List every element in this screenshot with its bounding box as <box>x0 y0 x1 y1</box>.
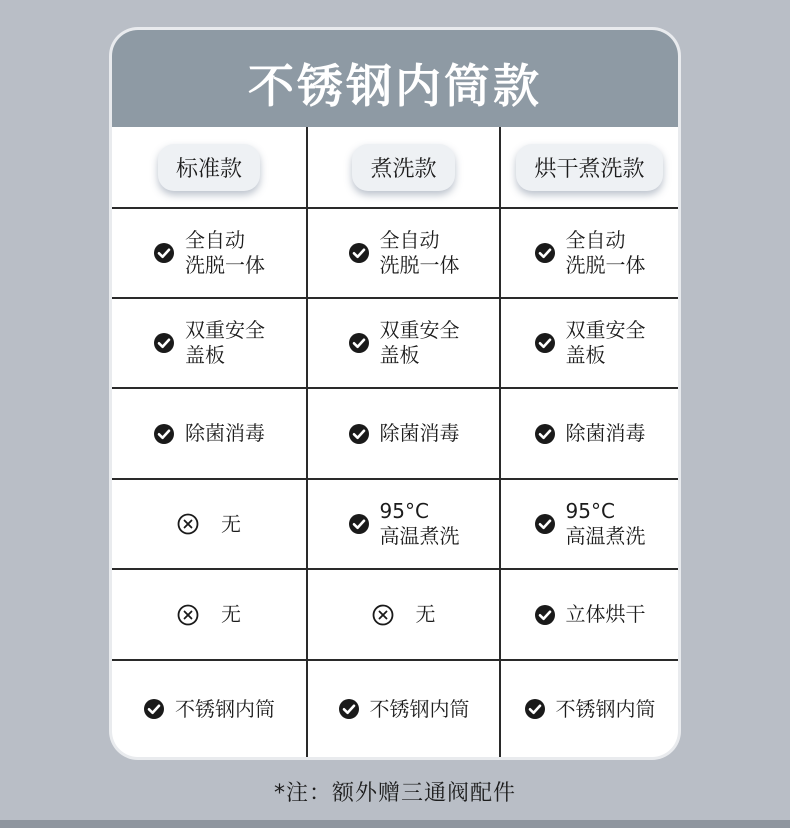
feature-line: 洗脱一体 <box>379 253 460 277</box>
feature-line: 立体烘干 <box>565 602 646 626</box>
feature-item <box>177 512 241 537</box>
feature-item <box>177 602 241 627</box>
feature-text <box>380 228 460 278</box>
check-circle-icon <box>348 242 370 264</box>
feature-line: 盖板 <box>565 343 606 367</box>
feature-cell <box>501 209 678 299</box>
check-circle-icon <box>348 423 370 445</box>
feature-text <box>566 499 646 549</box>
feature-line: 全自动 <box>185 228 245 252</box>
feature-line: 洗脱一体 <box>185 253 265 277</box>
column-header-boil-wash: 煮洗款 <box>352 144 454 191</box>
check-circle-icon <box>534 332 556 354</box>
feature-text <box>380 318 460 368</box>
feature-line: 高温煮洗 <box>565 524 646 548</box>
feature-text <box>566 602 646 627</box>
feature-line: 盖板 <box>379 343 420 367</box>
cross-circle-icon <box>177 513 199 535</box>
feature-item <box>534 499 646 549</box>
feature-item <box>348 421 460 446</box>
feature-cell <box>308 389 501 480</box>
check-circle-icon <box>534 242 556 264</box>
feature-text <box>175 697 275 722</box>
check-circle-icon <box>534 604 556 626</box>
feature-line: 无 <box>221 602 241 626</box>
feature-text <box>566 421 646 446</box>
feature-line: 除菌消毒 <box>565 421 646 445</box>
check-circle-icon <box>348 513 370 535</box>
feature-line: 双重安全 <box>565 318 646 342</box>
feature-line: 不锈钢内筒 <box>175 696 275 721</box>
feature-item <box>143 697 275 722</box>
feature-cell <box>112 209 308 299</box>
feature-cell <box>112 299 308 389</box>
feature-cell <box>112 570 308 661</box>
feature-cell <box>501 480 678 570</box>
footnote: *注：额外赠三通阀配件 <box>273 781 516 806</box>
feature-line: 95°C <box>379 499 429 523</box>
feature-cell <box>112 661 308 757</box>
feature-text <box>221 512 241 537</box>
feature-cell <box>112 480 308 570</box>
feature-item <box>348 499 460 549</box>
check-circle-icon <box>534 513 556 535</box>
feature-cell <box>501 661 678 757</box>
feature-line: 洗脱一体 <box>565 253 646 277</box>
feature-text <box>185 318 265 368</box>
cross-circle-icon <box>177 604 199 626</box>
feature-text <box>221 602 241 627</box>
bottom-strip <box>0 820 790 828</box>
column-header-cell <box>112 127 308 209</box>
feature-line: 双重安全 <box>379 318 460 342</box>
feature-text <box>185 421 265 446</box>
feature-text <box>185 228 265 278</box>
feature-text <box>566 228 646 278</box>
column-header-standard: 标准款 <box>158 144 260 191</box>
feature-item <box>534 602 646 627</box>
comparison-table <box>112 127 678 757</box>
feature-item <box>153 421 265 446</box>
feature-line: 除菌消毒 <box>185 421 265 445</box>
feature-line: 95°C <box>565 499 615 523</box>
feature-cell <box>501 299 678 389</box>
feature-item <box>534 228 646 278</box>
feature-cell <box>308 209 501 299</box>
feature-line: 无 <box>221 511 241 536</box>
check-circle-icon <box>338 698 360 720</box>
feature-cell <box>112 389 308 480</box>
feature-text <box>380 421 460 446</box>
feature-line: 不锈钢内筒 <box>555 696 656 721</box>
comparison-card <box>112 30 678 757</box>
feature-item <box>524 697 656 722</box>
feature-text <box>416 602 436 627</box>
cross-circle-icon <box>372 604 394 626</box>
feature-text <box>566 318 646 368</box>
feature-line: 全自动 <box>379 228 440 252</box>
feature-item <box>338 697 470 722</box>
check-circle-icon <box>153 242 175 264</box>
feature-item <box>153 318 265 368</box>
feature-item <box>534 421 646 446</box>
feature-line: 全自动 <box>565 228 626 252</box>
check-circle-icon <box>524 698 546 720</box>
column-header-dry-boil-wash: 烘干煮洗款 <box>516 144 662 191</box>
feature-line: 不锈钢内筒 <box>369 696 470 721</box>
feature-item <box>534 318 646 368</box>
feature-item <box>153 228 265 278</box>
check-circle-icon <box>534 423 556 445</box>
check-circle-icon <box>153 423 175 445</box>
feature-text <box>370 697 470 722</box>
feature-line: 双重安全 <box>185 318 265 342</box>
card-title: 不锈钢内筒款 <box>248 58 542 113</box>
check-circle-icon <box>348 332 370 354</box>
feature-cell <box>308 570 501 661</box>
feature-item <box>372 602 436 627</box>
feature-item <box>348 318 460 368</box>
feature-cell <box>501 389 678 480</box>
feature-line: 盖板 <box>185 343 225 367</box>
feature-text <box>556 697 656 722</box>
feature-item <box>348 228 460 278</box>
feature-cell <box>501 570 678 661</box>
feature-text <box>380 499 460 549</box>
feature-cell <box>308 480 501 570</box>
column-header-cell <box>308 127 501 209</box>
check-circle-icon <box>153 332 175 354</box>
column-header-cell <box>501 127 678 209</box>
feature-line: 除菌消毒 <box>379 421 460 445</box>
feature-cell <box>308 299 501 389</box>
feature-cell <box>308 661 501 757</box>
check-circle-icon <box>143 698 165 720</box>
feature-line: 无 <box>415 602 436 626</box>
card-header <box>112 30 678 127</box>
feature-line: 高温煮洗 <box>379 524 460 548</box>
